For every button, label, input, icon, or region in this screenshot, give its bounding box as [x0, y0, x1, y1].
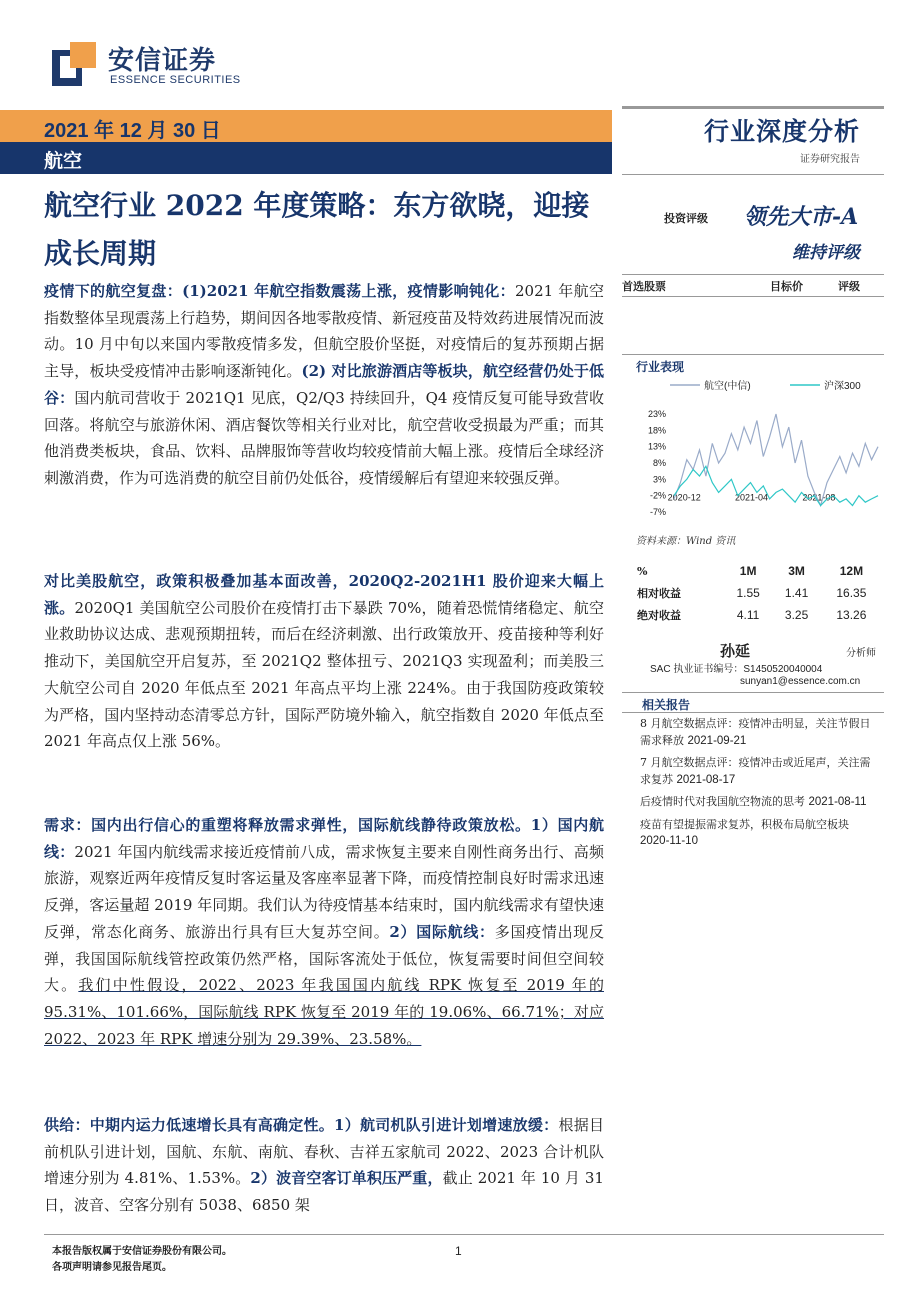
para-text: 国内航司营收于 2021Q1 见底，Q2/Q3 持续回升，Q4 疫情反复可能导致营收回落。将航空与旅游休闲、酒店餐饮等相关行业对比，航空营收受损最为严重；而其他消费类板块，食品、饮料、品牌服饰等营收均较疫情前大幅上涨。疫情后全球经济刺激消费，作为可选消费的航空目前仍处低谷，疫情缓解后有望迎来较强反弹。 — [44, 388, 604, 487]
footer-disclaimer: 各项声明请参见报告尾页。 — [52, 1262, 172, 1273]
para-bold: 对比美股航空，政策积极叠加基本面改善，2020Q2-2021H1 股价迎来大幅上涨。 — [44, 572, 604, 617]
para-text: 根据目前机队引进计划，国航、东航、南航、春秋、吉祥五家航司 2022、2023 合计机队增速分别为 4.81%、1.53%。 — [44, 1116, 604, 1188]
rating-sub: 维持评级 — [792, 243, 860, 263]
related-report-date: 2021-09-21 — [687, 734, 747, 747]
sector-label: 航空 — [44, 150, 83, 172]
y-tick-label: 18% — [647, 425, 666, 436]
list-item[interactable] — [640, 817, 880, 850]
table-row — [636, 582, 882, 604]
rating-label: 投资评级 — [664, 212, 708, 225]
y-tick-label: -7% — [649, 507, 666, 516]
x-tick-label: 2021-04 — [735, 492, 769, 503]
legend-label-airline: 航空(中信) — [704, 381, 751, 392]
returns-table — [636, 560, 882, 626]
footer-divider — [44, 1234, 884, 1235]
paragraph-supply — [44, 1112, 604, 1219]
sector-bar — [0, 142, 612, 174]
table-header-cell: 12M — [839, 564, 864, 578]
table-cell: 1.41 — [784, 586, 809, 600]
stock-col-rating: 评级 — [838, 280, 860, 293]
para-text: 截止 2021 年 10 月 31 日，波音、空客分别有 5038、6850 架 — [44, 1169, 604, 1215]
related-report-title: 7 月航空数据点评：疫情冲击或近尾声，关注需求复苏 — [640, 756, 871, 786]
table-header-cell: 1M — [739, 564, 757, 578]
para-bold: (2) 对比旅游酒店等板块，航空经营仍处于低谷： — [44, 362, 604, 407]
essence-logo-icon — [52, 42, 96, 86]
table-cell: 4.11 — [736, 608, 760, 622]
row-label: 绝对收益 — [637, 609, 681, 622]
analyst-title: 分析师 — [846, 648, 876, 659]
divider — [622, 106, 884, 109]
related-report-date: 2021-08-11 — [808, 796, 867, 808]
legend-label-hs300: 沪深300 — [824, 381, 861, 392]
table-cell: 3.25 — [784, 608, 809, 622]
related-report-date: 2021-08-17 — [676, 773, 736, 786]
table-cell: 16.35 — [836, 586, 867, 600]
related-report-date: 2020-11-10 — [640, 835, 698, 847]
divider — [622, 174, 884, 175]
y-tick-label: 23% — [647, 409, 666, 419]
para-bold: 疫情下的航空复盘：(1)2021 年航空指数震荡上涨，疫情影响钝化： — [44, 282, 515, 300]
divider — [622, 712, 884, 713]
para-bold: 2）波音空客订单积压严重， — [250, 1169, 443, 1188]
divider — [622, 354, 884, 355]
paragraph-us-airlines — [44, 568, 604, 755]
report-date: 2021 年 12 月 30 日 — [44, 120, 221, 142]
divider — [622, 296, 884, 297]
para-text: 2020Q1 美国航空公司股价在疫情打击下暴跌 70%，随着恐慌情绪稳定、航空业救助协议达成、悲观预期扭转，而后在经济刺激、出行政策放开、疫苗接种等利好推动下，美国航空开启复苏，至 2021Q2 整体扭亏、2021Q3 实现盈利；而美股三大航空公司自 2020 年低点至 2021 年高点平均上涨 224%。由于我国防疫政策较为严格，国内坚持动态清零总方针，国际严防境外输入，航空指数自 2020 年低点至 2021 年高点仅上涨 56%。 — [44, 598, 604, 751]
logo-chinese-name: 安信证券 — [108, 45, 217, 75]
y-tick-label: -2% — [649, 490, 666, 501]
related-reports-list — [640, 716, 880, 856]
page-title: 航空行业 2022 年度策略：东方欲晓，迎接成长周期 — [44, 189, 590, 270]
performance-chart — [632, 376, 882, 516]
table-header-cell: 3M — [788, 564, 805, 578]
divider — [622, 692, 884, 693]
stock-col-name: 首选股票 — [622, 280, 666, 293]
para-underlined: 我们中性假设，2022、2023 年我国国内航线 RPK 恢复至 2019 年的 95.31%、101.66%，国际航线 RPK 恢复至 2019 年的 19.06%、66.71%；对应 2022、2023 年 RPK 增速分别为 29.39%、23.58%。 — [44, 976, 604, 1048]
para-bold: 供给：中期内运力低速增长具有高确定性。1）航司机队引进计划增速放缓： — [44, 1116, 559, 1134]
para-text: 2021 年航空指数整体呈现震荡上行趋势，期间因各地零散疫情、新冠疫苗及特效药进展情况而波动。10 月中旬以来国内零散疫情多发，但航空股价坚挺，对疫情后的复苏预期占据主导，板块受疫情冲击影响逐渐钝化。 — [44, 282, 604, 381]
chart-source: 资料来源：Wind 资讯 — [636, 536, 736, 547]
table-cell: 13.26 — [836, 608, 867, 622]
rating-value: 领先大市-A — [744, 204, 859, 230]
list-item[interactable] — [640, 755, 880, 788]
analyst-name: 孙延 — [720, 642, 751, 660]
page-number: 1 — [455, 1244, 462, 1258]
table-header-row — [636, 560, 882, 582]
table-cell: 1.55 — [736, 586, 760, 600]
related-reports-title: 相关报告 — [642, 698, 691, 712]
x-tick-label: 2020-12 — [667, 492, 701, 503]
y-tick-label: 8% — [652, 458, 666, 468]
stock-col-target: 目标价 — [770, 280, 803, 293]
paragraph-recap — [44, 278, 604, 492]
table-header-cell: % — [637, 564, 648, 578]
para-bold: 需求：国内出行信心的重塑将释放需求弹性，国际航线静待政策放松。1）国内航线： — [44, 816, 604, 861]
x-tick-label: 2021-08 — [802, 492, 836, 503]
list-item[interactable] — [640, 716, 880, 749]
y-tick-label: 13% — [647, 441, 666, 452]
report-type: 行业深度分析 — [704, 117, 861, 146]
related-report-title: 疫苗有望提振需求复苏，积极布局航空板块 — [640, 817, 849, 831]
table-row — [636, 604, 882, 626]
footer-copyright: 本报告版权属于安信证券股份有限公司。 — [52, 1246, 232, 1257]
divider — [622, 274, 884, 275]
list-item[interactable] — [640, 794, 880, 811]
para-text: 多国疫情出现反弹，我国国际航线管控政策仍然严格，国际客流处于低位，恢复需要时间但空间较大。 — [44, 922, 604, 995]
analyst-sac: SAC 执业证书编号：S1450520040004 — [650, 664, 823, 675]
logo-english-name: ESSENCE SECURITIES — [110, 74, 241, 86]
para-text: 2021 年国内航线需求接近疫情前八成，需求恢复主要来自刚性商务出行、高频旅游，观察近两年疫情反复时客运量及客座率显著下降，而疫情控制良好时需求迅速反弹，客运量超 2019 年同期。我们认为待疫情基本结束时，国内航线需求有望快速反弹，常态化商务、旅游出行具有巨大复苏空间。 — [44, 842, 604, 941]
row-label: 相对收益 — [637, 587, 681, 600]
related-report-title: 8 月航空数据点评：疫情冲击明显，关注节假日需求释放 — [640, 717, 871, 747]
para-bold: 2）国际航线： — [389, 922, 495, 941]
analyst-email[interactable]: sunyan1@essence.com.cn — [740, 676, 861, 687]
report-subtype: 证券研究报告 — [800, 154, 860, 165]
paragraph-demand — [44, 812, 604, 1052]
related-report-title: 后疫情时代对我国航空物流的思考 — [640, 795, 805, 808]
performance-title: 行业表现 — [636, 360, 685, 374]
y-tick-label: 3% — [652, 474, 666, 485]
